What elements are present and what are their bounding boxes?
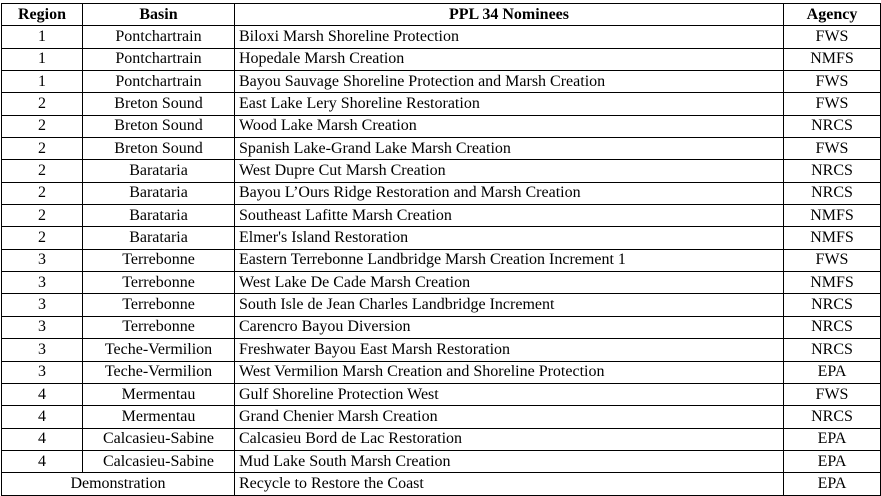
demonstration-nominee: Recycle to Restore the Coast	[235, 473, 784, 495]
cell-region: 4	[2, 406, 83, 428]
table-row	[2, 272, 881, 294]
cell-nominee: Freshwater Bayou East Marsh Restoration	[235, 339, 784, 361]
cell-nominee: Bayou L’Ours Ridge Restoration and Marsh Creation	[235, 182, 784, 204]
cell-basin: Calcasieu-Sabine	[83, 450, 235, 472]
cell-nominee: Gulf Shoreline Protection West	[235, 383, 784, 405]
table-row	[2, 406, 881, 428]
cell-basin: Terrebonne	[83, 316, 235, 338]
table-row	[2, 361, 881, 383]
cell-agency: FWS	[784, 93, 881, 115]
cell-basin: Terrebonne	[83, 294, 235, 316]
cell-nominee: Carencro Bayou Diversion	[235, 316, 784, 338]
cell-basin: Teche-Vermilion	[83, 339, 235, 361]
cell-agency: EPA	[784, 428, 881, 450]
cell-region: 2	[2, 227, 83, 249]
table-header	[2, 4, 881, 26]
cell-basin: Mermentau	[83, 406, 235, 428]
table-row	[2, 316, 881, 338]
cell-nominee: Elmer's Island Restoration	[235, 227, 784, 249]
cell-agency: NRCS	[784, 182, 881, 204]
table-row	[2, 138, 881, 160]
cell-nominee: Spanish Lake-Grand Lake Marsh Creation	[235, 138, 784, 160]
cell-region: 2	[2, 160, 83, 182]
cell-agency: NRCS	[784, 115, 881, 137]
cell-agency: FWS	[784, 26, 881, 48]
demonstration-agency: EPA	[784, 473, 881, 495]
cell-nominee: South Isle de Jean Charles Landbridge Increment	[235, 294, 784, 316]
table-row	[2, 115, 881, 137]
demonstration-row	[2, 473, 881, 495]
cell-agency: FWS	[784, 71, 881, 93]
cell-region: 1	[2, 71, 83, 93]
cell-nominee: Biloxi Marsh Shoreline Protection	[235, 26, 784, 48]
cell-agency: EPA	[784, 450, 881, 472]
cell-basin: Pontchartrain	[83, 26, 235, 48]
cell-agency: EPA	[784, 361, 881, 383]
cell-nominee: West Lake De Cade Marsh Creation	[235, 272, 784, 294]
cell-region: 3	[2, 272, 83, 294]
cell-nominee: Grand Chenier Marsh Creation	[235, 406, 784, 428]
cell-region: 2	[2, 115, 83, 137]
table-row	[2, 227, 881, 249]
ppl34-nominees-table	[1, 3, 881, 496]
cell-basin: Calcasieu-Sabine	[83, 428, 235, 450]
cell-agency: FWS	[784, 383, 881, 405]
cell-agency: NRCS	[784, 339, 881, 361]
cell-basin: Breton Sound	[83, 93, 235, 115]
cell-nominee: West Dupre Cut Marsh Creation	[235, 160, 784, 182]
table-row	[2, 160, 881, 182]
demonstration-label: Demonstration	[2, 473, 235, 495]
cell-nominee: West Vermilion Marsh Creation and Shoreline Protection	[235, 361, 784, 383]
table-row	[2, 71, 881, 93]
cell-agency: NRCS	[784, 406, 881, 428]
table-row	[2, 48, 881, 70]
cell-nominee: Southeast Lafitte Marsh Creation	[235, 205, 784, 227]
header-agency: Agency	[784, 4, 881, 26]
table-footer	[2, 473, 881, 495]
cell-basin: Pontchartrain	[83, 48, 235, 70]
cell-nominee: Mud Lake South Marsh Creation	[235, 450, 784, 472]
cell-agency: NMFS	[784, 227, 881, 249]
cell-basin: Barataria	[83, 205, 235, 227]
cell-region: 3	[2, 316, 83, 338]
cell-nominee: Calcasieu Bord de Lac Restoration	[235, 428, 784, 450]
cell-region: 3	[2, 339, 83, 361]
cell-nominee: Hopedale Marsh Creation	[235, 48, 784, 70]
table-row	[2, 294, 881, 316]
cell-region: 3	[2, 294, 83, 316]
cell-agency: NRCS	[784, 316, 881, 338]
cell-nominee: Bayou Sauvage Shoreline Protection and Marsh Creation	[235, 71, 784, 93]
table-row	[2, 26, 881, 48]
cell-agency: NMFS	[784, 205, 881, 227]
header-basin: Basin	[83, 4, 235, 26]
table-row	[2, 428, 881, 450]
cell-nominee: Wood Lake Marsh Creation	[235, 115, 784, 137]
cell-agency: NRCS	[784, 160, 881, 182]
table-row	[2, 450, 881, 472]
cell-basin: Barataria	[83, 227, 235, 249]
cell-region: 4	[2, 383, 83, 405]
table-row	[2, 205, 881, 227]
cell-nominee: Eastern Terrebonne Landbridge Marsh Creation Increment 1	[235, 249, 784, 271]
cell-region: 2	[2, 138, 83, 160]
cell-region: 2	[2, 182, 83, 204]
cell-basin: Teche-Vermilion	[83, 361, 235, 383]
table-body	[2, 26, 881, 473]
cell-basin: Pontchartrain	[83, 71, 235, 93]
cell-agency: FWS	[784, 249, 881, 271]
cell-region: 1	[2, 26, 83, 48]
cell-basin: Barataria	[83, 160, 235, 182]
cell-region: 3	[2, 361, 83, 383]
cell-region: 1	[2, 48, 83, 70]
cell-basin: Breton Sound	[83, 115, 235, 137]
cell-basin: Breton Sound	[83, 138, 235, 160]
table-row	[2, 182, 881, 204]
cell-agency: NRCS	[784, 294, 881, 316]
cell-agency: FWS	[784, 138, 881, 160]
table-row	[2, 249, 881, 271]
table-row	[2, 383, 881, 405]
cell-nominee: East Lake Lery Shoreline Restoration	[235, 93, 784, 115]
cell-region: 3	[2, 249, 83, 271]
header-region: Region	[2, 4, 83, 26]
cell-basin: Terrebonne	[83, 272, 235, 294]
cell-region: 2	[2, 93, 83, 115]
header-nominees: PPL 34 Nominees	[235, 4, 784, 26]
cell-agency: NMFS	[784, 272, 881, 294]
cell-basin: Barataria	[83, 182, 235, 204]
cell-basin: Terrebonne	[83, 249, 235, 271]
cell-basin: Mermentau	[83, 383, 235, 405]
header-row	[2, 4, 881, 26]
cell-region: 4	[2, 450, 83, 472]
cell-agency: NMFS	[784, 48, 881, 70]
cell-region: 4	[2, 428, 83, 450]
table-row	[2, 93, 881, 115]
table-row	[2, 339, 881, 361]
cell-region: 2	[2, 205, 83, 227]
